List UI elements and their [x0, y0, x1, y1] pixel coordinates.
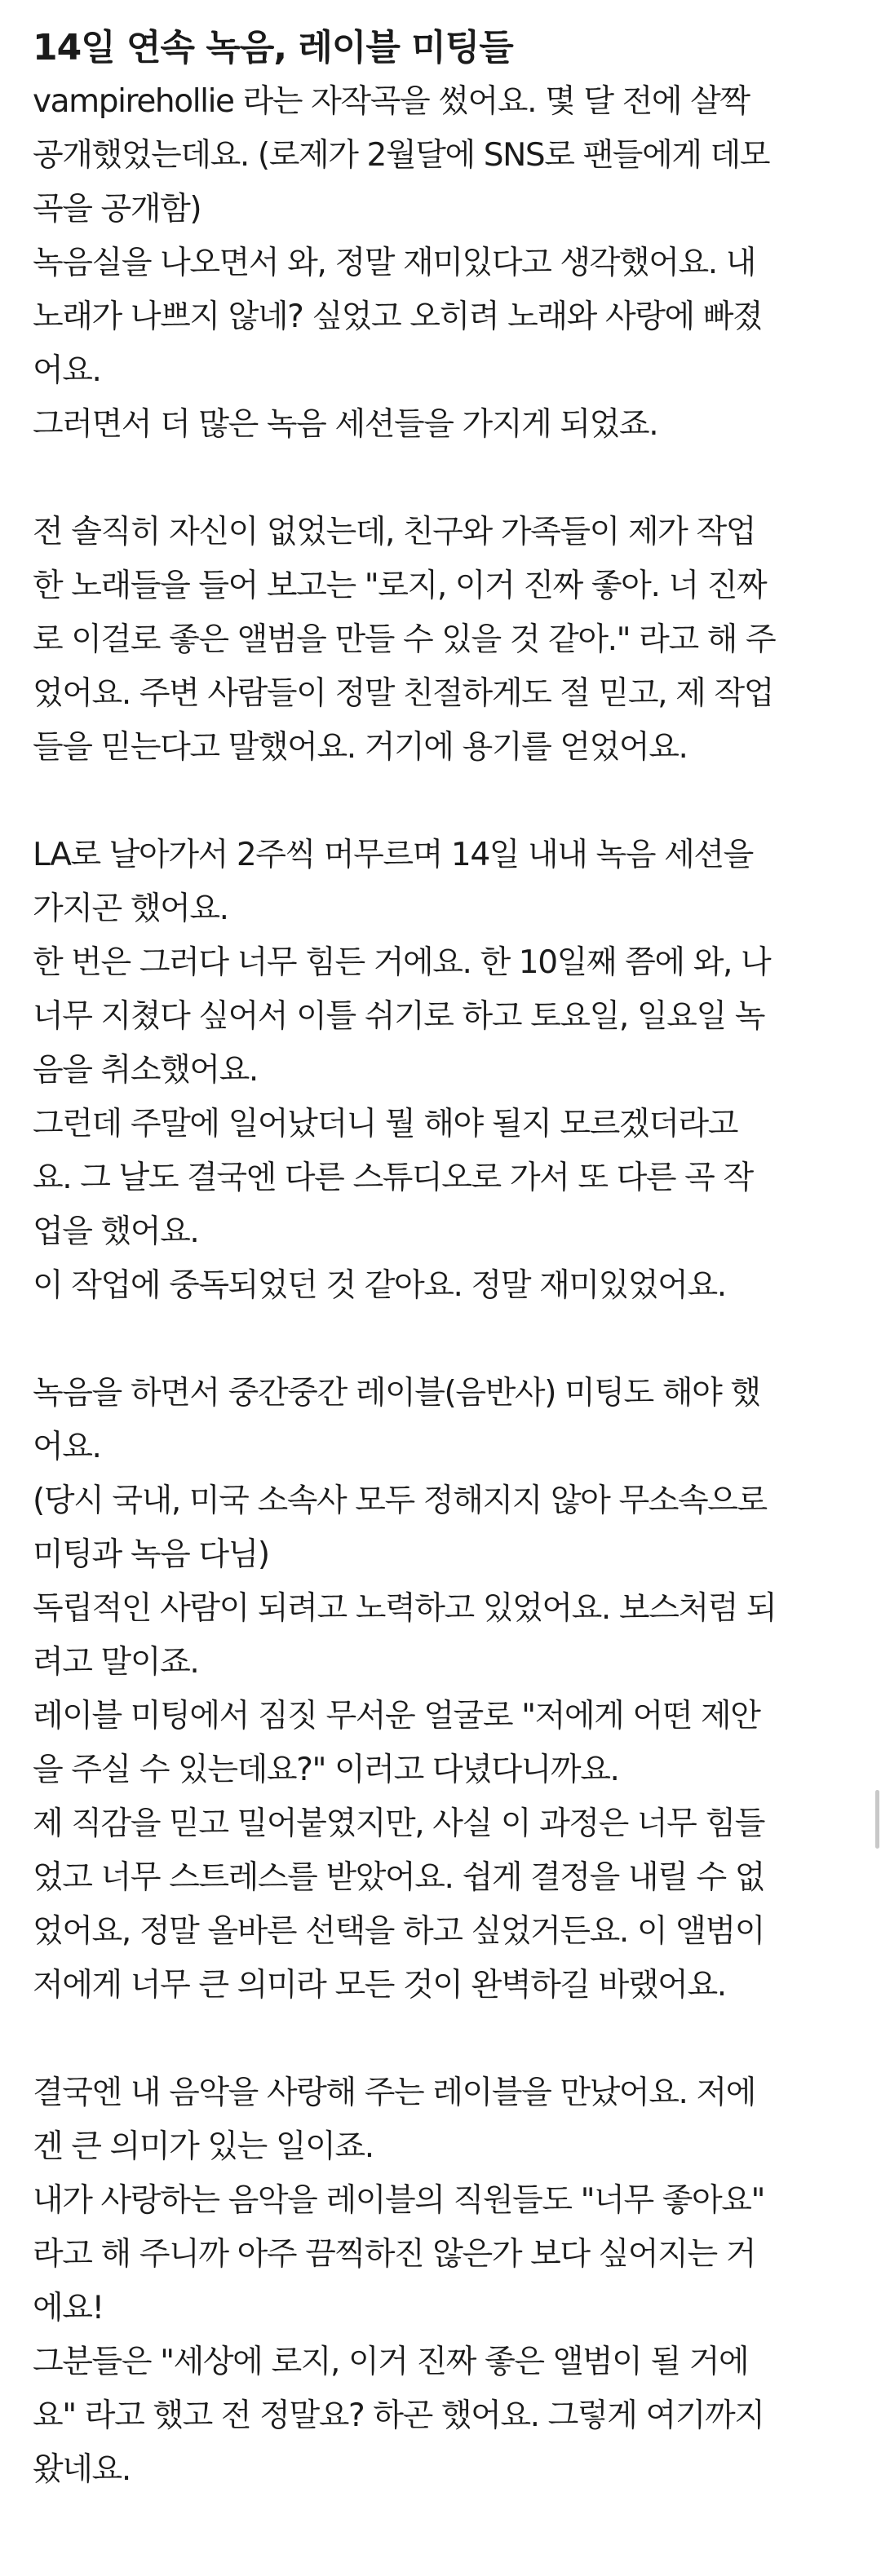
scrollbar-thumb[interactable] — [875, 1790, 879, 1849]
text-line: 내가 사랑하는 음악을 레이블의 직원들도 "너무 좋아요" — [33, 2182, 765, 2219]
text-line: 을 주실 수 있는데요?" 이러고 다녔다니까요. — [33, 1752, 619, 1788]
text-line: (당시 국내, 미국 소속사 모두 정해지지 않아 무소속으로 — [33, 1482, 767, 1519]
paragraph-break — [33, 775, 857, 828]
text-line: 곡을 공개함) — [33, 191, 201, 228]
text-line: 어요. — [33, 352, 101, 389]
text-line: 노래가 나쁘지 않네? 싶었고 오히려 노래와 사랑에 빠졌 — [33, 298, 763, 335]
text-line: 요" 라고 했고 전 정말요? 하곤 했어요. 그렇게 여기까지 — [33, 2397, 764, 2434]
text-line: 전 솔직히 자신이 없었는데, 친구와 가족들이 제가 작업 — [33, 514, 756, 550]
text-line: 가지곤 했어요. — [33, 890, 228, 927]
text-line: 음을 취소했어요. — [33, 1052, 258, 1089]
text-line: 겐 큰 의미가 있는 일이죠. — [33, 2128, 374, 2165]
text-line: 공개했었는데요. (로제가 2월달에 SNS로 팬들에게 데모 — [33, 137, 770, 174]
text-line: 었고 너무 스트레스를 받았어요. 쉽게 결정을 내릴 수 없 — [33, 1859, 765, 1896]
text-line: 었어요, 정말 올바른 선택을 하고 싶었거든요. 이 앨범이 — [33, 1913, 765, 1950]
text-line: 에요! — [33, 2290, 104, 2326]
article-title: 14일 연속 녹음, 레이블 미팅들 — [33, 27, 513, 68]
paragraph-break — [33, 2013, 857, 2066]
article-body — [33, 75, 857, 2497]
text-line: 독립적인 사람이 되려고 노력하고 있었어요. 보스처럼 되 — [33, 1590, 777, 1627]
text-line: 그런데 주말에 일어났더니 뭘 해야 될지 모르겠더라고 — [33, 1106, 738, 1142]
text-line: 이 작업에 중독되었던 것 같아요. 정말 재미있었어요. — [33, 1267, 726, 1304]
article — [33, 21, 857, 2497]
text-line: 라고 해 주니까 아주 끔찍하진 않은가 보다 싶어지는 거 — [33, 2236, 756, 2273]
text-line: 었어요. 주변 사람들이 정말 친절하게도 절 믿고, 제 작업 — [33, 675, 773, 712]
text-line: vampirehollie 라는 자작곡을 썼어요. 몇 달 전에 살짝 — [33, 83, 750, 120]
text-line: 로 이걸로 좋은 앨범을 만들 수 있을 것 같아." 라고 해 주 — [33, 621, 776, 658]
paragraph-break — [33, 452, 857, 506]
text-line: 레이블 미팅에서 짐짓 무서운 얼굴로 "저에게 어떤 제안 — [33, 1698, 760, 1734]
text-line: 그러면서 더 많은 녹음 세션들을 가지게 되었죠. — [33, 406, 658, 443]
text-line: 결국엔 내 음악을 사랑해 주는 레이블을 만났어요. 저에 — [33, 2074, 756, 2111]
text-line: LA로 날아가서 2주씩 머무르며 14일 내내 녹음 세션을 — [33, 837, 753, 873]
text-line: 너무 지쳤다 싶어서 이틀 쉬기로 하고 토요일, 일요일 녹 — [33, 998, 765, 1035]
text-line: 저에게 너무 큰 의미라 모든 것이 완벽하길 바랬어요. — [33, 1967, 726, 2004]
text-line: 어요. — [33, 1429, 101, 1465]
text-line: 녹음을 하면서 중간중간 레이블(음반사) 미팅도 해야 했 — [33, 1375, 760, 1412]
text-line: 한 노래들을 들어 보고는 "로지, 이거 진짜 좋아. 너 진짜 — [33, 568, 767, 604]
text-line: 업을 했어요. — [33, 1213, 199, 1250]
text-line: 녹음실을 나오면서 와, 정말 재미있다고 생각했어요. 내 — [33, 245, 756, 281]
text-line: 제 직감을 믿고 밀어붙였지만, 사실 이 과정은 너무 힘들 — [33, 1805, 765, 1842]
text-line: 왔네요. — [33, 2451, 131, 2488]
text-line: 한 번은 그러다 너무 힘든 거에요. 한 10일째 쯤에 와, 나 — [33, 944, 771, 981]
text-line: 그분들은 "세상에 로지, 이거 진짜 좋은 앨범이 될 거에 — [33, 2344, 749, 2380]
text-line: 들을 믿는다고 말했어요. 거기에 용기를 얻었어요. — [33, 729, 688, 766]
text-line: 미팅과 녹음 다님) — [33, 1536, 269, 1573]
paragraph-break — [33, 1313, 857, 1367]
text-line: 려고 말이죠. — [33, 1644, 199, 1681]
text-line: 요. 그 날도 결국엔 다른 스튜디오로 가서 또 다른 곡 작 — [33, 1160, 753, 1196]
